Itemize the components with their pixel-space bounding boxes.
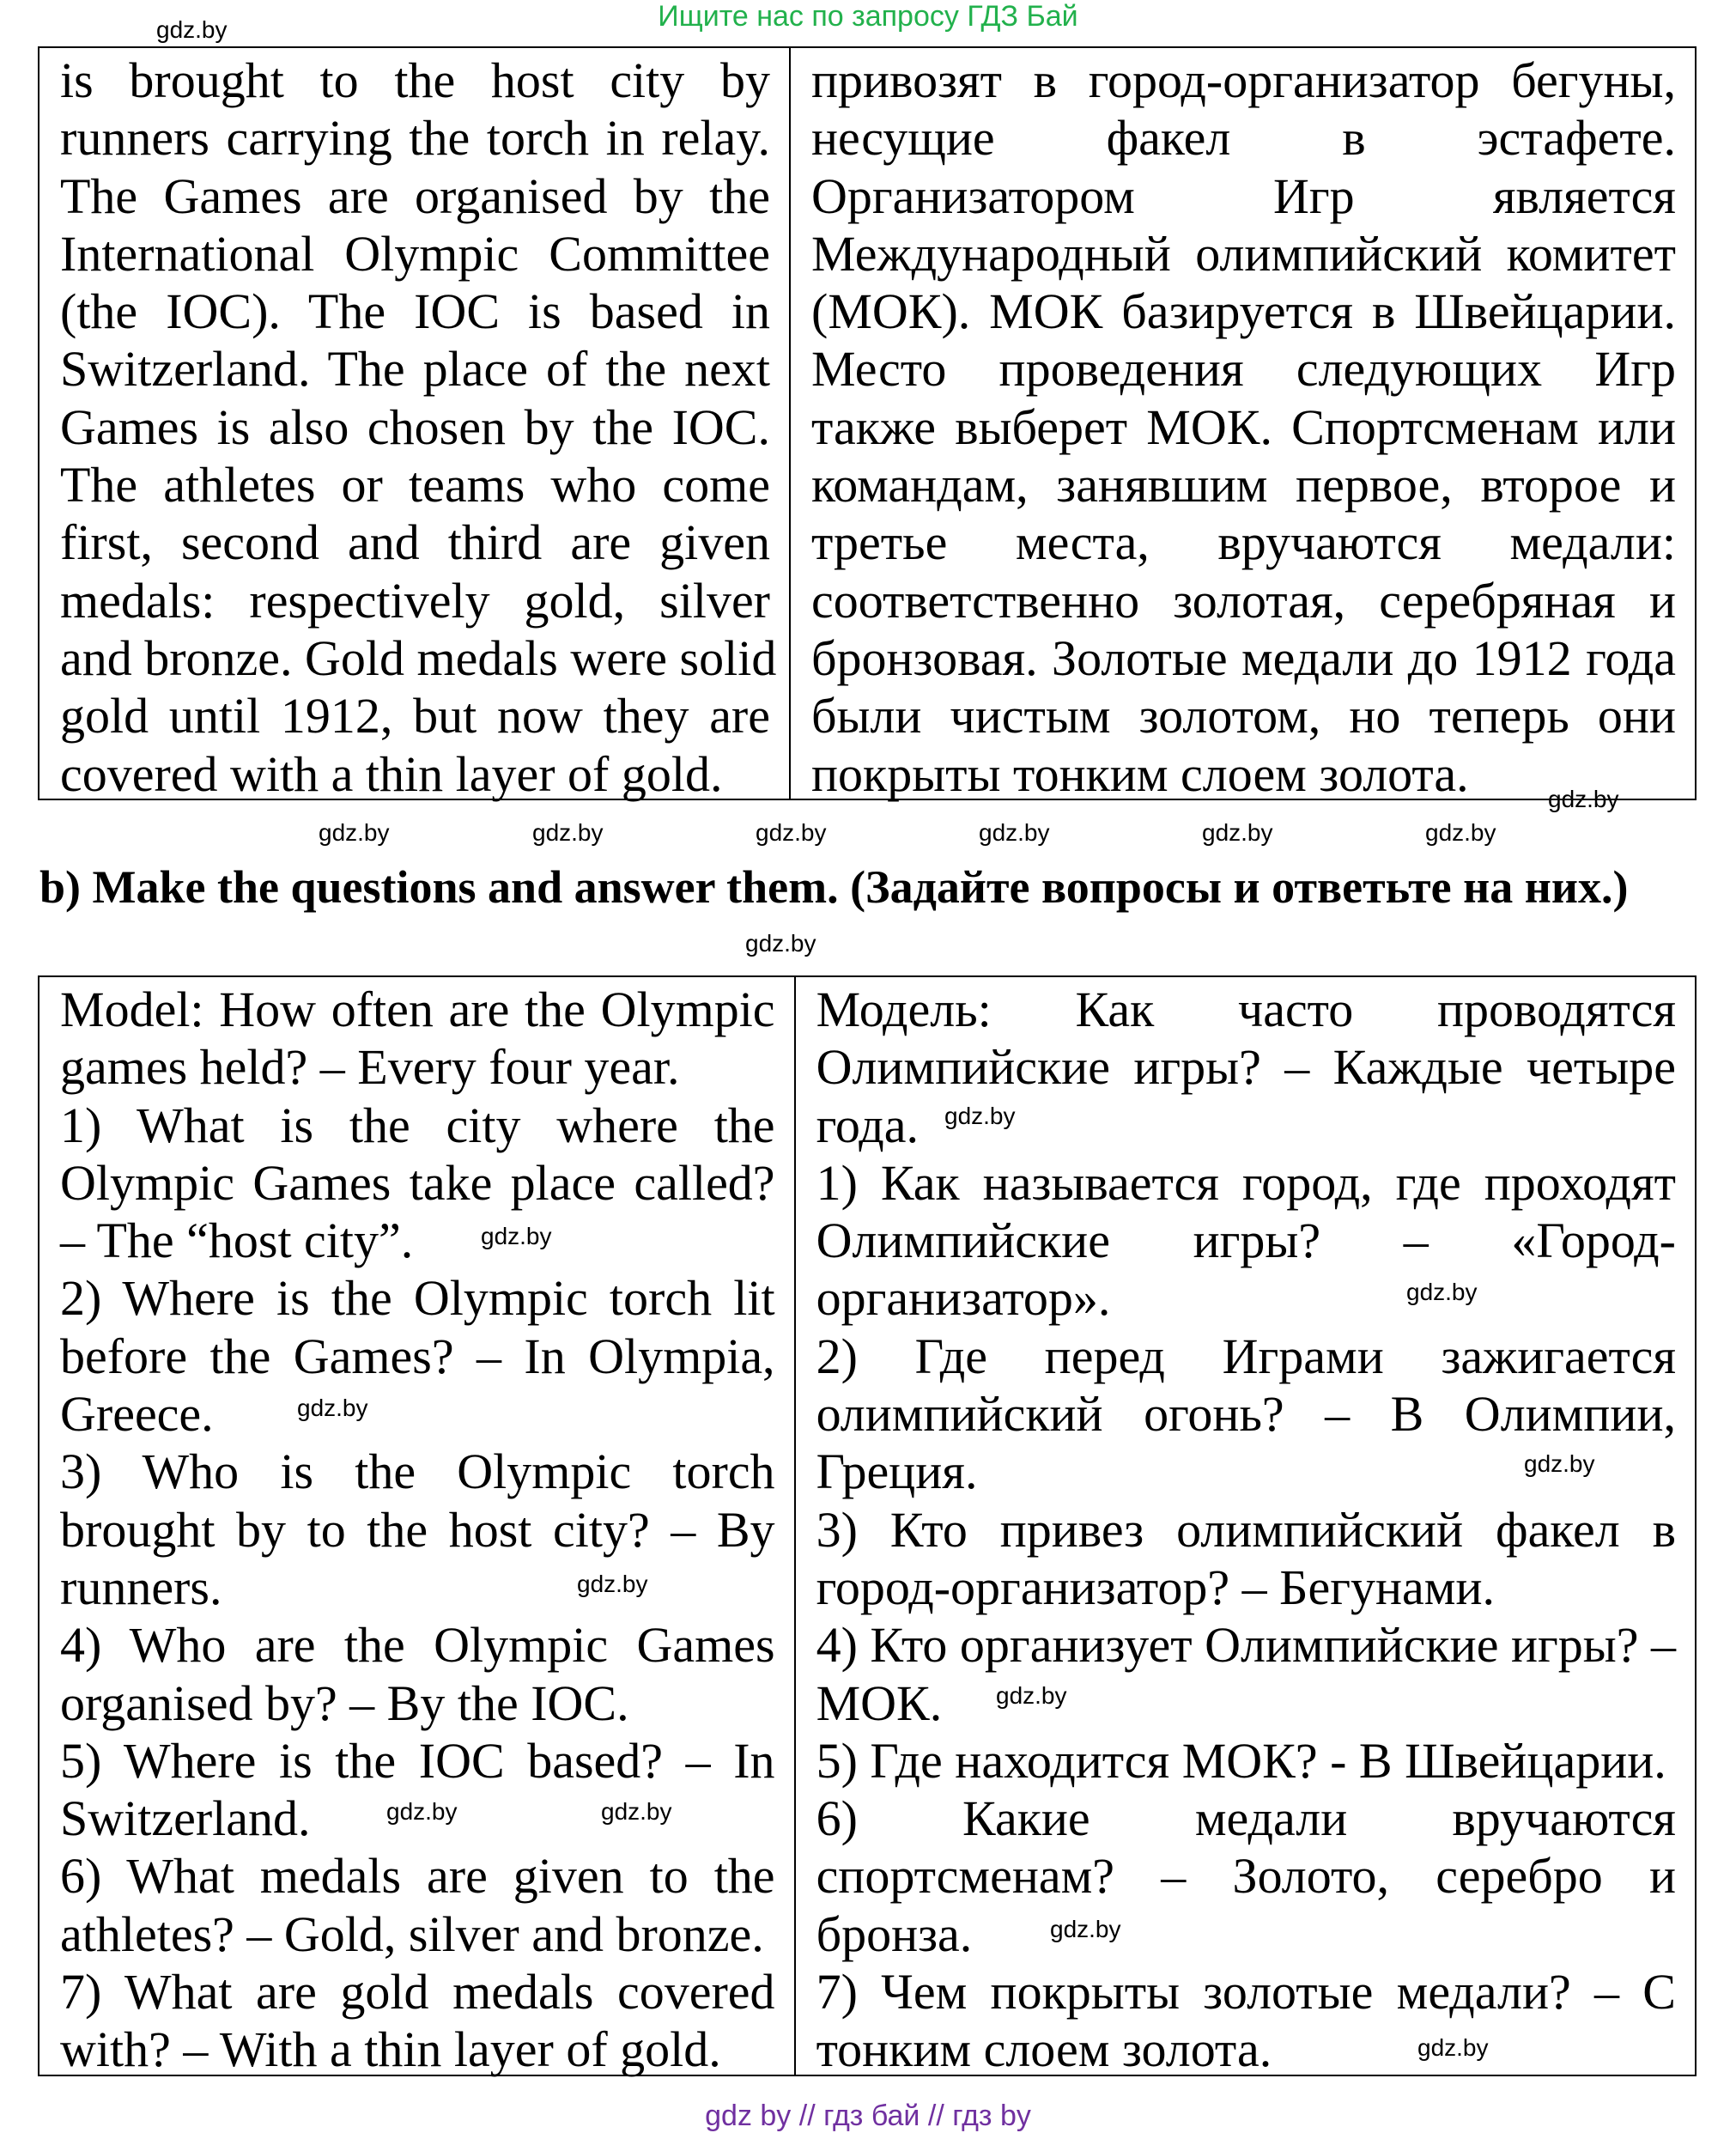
watermark: gdz.by [1548, 786, 1619, 812]
translation-table-part-a [38, 46, 1697, 800]
text-line: покрыты тонким слоем золота. [811, 745, 1469, 802]
text-line: также выберет МОК. Спортсменам или [811, 398, 1676, 455]
watermark: gdz.by [1050, 1916, 1121, 1942]
text-line: 6) What medals are given to the [60, 1848, 775, 1905]
text-line: organised by? – By the IOC. [60, 1674, 629, 1731]
text-line: 7) Чем покрыты золотые медали? – С [816, 1964, 1676, 2021]
text-line: Организатором Игр является [811, 167, 1676, 224]
text-line: Международный олимпийский комитет [811, 225, 1676, 282]
text-line: Olympic Games take place called? [60, 1154, 775, 1211]
text-line: 3) Who is the Olympic torch [60, 1443, 775, 1500]
watermark: gdz.by [1406, 1279, 1478, 1305]
text-line: runners. [60, 1559, 222, 1615]
text-line: The athletes or teams who come [60, 457, 770, 514]
text-line: 4) Who are the Olympic Games [60, 1617, 775, 1674]
text-line: бронзовая. Золотые медали до 1912 года [811, 629, 1676, 686]
text-line: 5) Where is the IOC based? – In [60, 1732, 775, 1789]
text-line: тонким слоем золота. [816, 2021, 1272, 2078]
questions-answers-table [38, 975, 1697, 2076]
text-line: третье места, вручаются медали: [811, 514, 1676, 571]
text-line: Switzerland. The place of the next [60, 341, 770, 398]
text-line: соответственно золотая, серебряная и [811, 572, 1676, 629]
watermark: gdz.by [1524, 1450, 1595, 1477]
russian-column [789, 48, 1695, 802]
english-column [39, 977, 794, 2078]
watermark: gdz.by [1425, 819, 1496, 846]
text-line: 6) Какие медали вручаются [816, 1790, 1676, 1847]
text-line: привозят в город-организатор бегуны, [811, 52, 1676, 108]
text-line: 2) Where is the Olympic torch lit [60, 1270, 775, 1327]
text-line: 4) Кто организует Олимпийские игры? – [816, 1617, 1676, 1674]
watermark: gdz.by [297, 1395, 368, 1421]
text-line: несущие факел в эстафете. [811, 110, 1676, 167]
text-line: 1) Как называется город, где проходят [816, 1154, 1676, 1211]
watermark: gdz.by [745, 930, 816, 957]
text-line: спортсменам? – Золото, серебро и [816, 1848, 1676, 1905]
text-line: athletes? – Gold, silver and bronze. [60, 1905, 764, 1962]
text-line: 1) What is the city where the [60, 1097, 775, 1153]
watermark: gdz.by [481, 1223, 552, 1249]
text-line: runners carrying the torch in relay. [60, 110, 770, 167]
english-column [39, 48, 789, 802]
text-line: 5) Где находится МОК? - В Швейцарии. [816, 1732, 1666, 1789]
text-line: Греция. [816, 1443, 978, 1500]
watermark: gdz.by [1417, 2034, 1489, 2061]
text-line: Место проведения следующих Игр [811, 341, 1676, 398]
text-line: The Games are organised by the [60, 167, 770, 224]
russian-column [794, 977, 1695, 2078]
text-line: gold until 1912, but now they are [60, 688, 770, 744]
text-line: International Olympic Committee [60, 225, 770, 282]
search-hint-banner: Ищите нас по запросу ГДЗ Бай [658, 0, 1078, 33]
text-line: 2) Где перед Играми зажигается [816, 1328, 1676, 1384]
text-line: before the Games? – In Olympia, [60, 1328, 775, 1384]
text-line: МОК. [816, 1674, 943, 1731]
watermark: gdz.by [1202, 819, 1273, 846]
watermark: gdz.by [532, 819, 604, 846]
watermark: gdz.by [756, 819, 827, 846]
text-line: – The “host city”. [60, 1212, 414, 1269]
text-line: covered with a thin layer of gold. [60, 745, 723, 802]
text-line: brought by to the host city? – By [60, 1501, 775, 1558]
watermark: gdz.by [979, 819, 1050, 846]
text-line: командам, занявшим первое, второе и [811, 457, 1676, 514]
text-line: Switzerland. [60, 1790, 311, 1847]
text-line: бронза. [816, 1905, 973, 1962]
text-line: года. [816, 1097, 919, 1153]
text-line: first, second and third are given [60, 514, 770, 571]
text-line: games held? – Every four year. [60, 1039, 680, 1096]
text-line: Greece. [60, 1386, 214, 1443]
watermark: gdz.by [601, 1798, 672, 1825]
text-line: организатор». [816, 1270, 1111, 1327]
text-line: (МОК). МОК базируется в Швейцарии. [811, 283, 1676, 340]
text-line: город-организатор? – Бегунами. [816, 1559, 1496, 1615]
watermark: gdz.by [386, 1798, 458, 1825]
text-line: Олимпийские игры? – Каждые четыре [816, 1039, 1676, 1096]
watermark: gdz.by [156, 16, 228, 43]
watermark: gdz.by [319, 819, 390, 846]
watermark: gdz.by [944, 1103, 1016, 1129]
text-line: Games is also chosen by the IOC. [60, 398, 770, 455]
text-line: 3) Кто привез олимпийский факел в [816, 1501, 1676, 1558]
text-line: Model: How often are the Olympic [60, 981, 775, 1037]
text-line: Модель: Как часто проводятся [816, 981, 1676, 1037]
watermark: gdz.by [996, 1682, 1067, 1709]
text-line: is brought to the host city by [60, 52, 770, 108]
text-line: Олимпийские игры? – «Город- [816, 1212, 1676, 1269]
exercise-b-heading: b) Make the questions and answer them. (Задайте вопросы и ответьте на них.) [39, 861, 1629, 913]
text-line: with? – With a thin layer of gold. [60, 2021, 721, 2078]
text-line: (the IOC). The IOC is based in [60, 283, 770, 340]
watermark: gdz.by [577, 1571, 648, 1597]
text-line: and bronze. Gold medals were solid [60, 629, 777, 686]
site-footer: gdz by // гдз бай // гдз by [705, 2100, 1031, 2132]
text-line: medals: respectively gold, silver [60, 572, 770, 629]
text-line: были чистым золотом, но теперь они [811, 688, 1676, 744]
text-line: олимпийский огонь? – В Олимпии, [816, 1386, 1676, 1443]
text-line: 7) What are gold medals covered [60, 1964, 775, 2021]
